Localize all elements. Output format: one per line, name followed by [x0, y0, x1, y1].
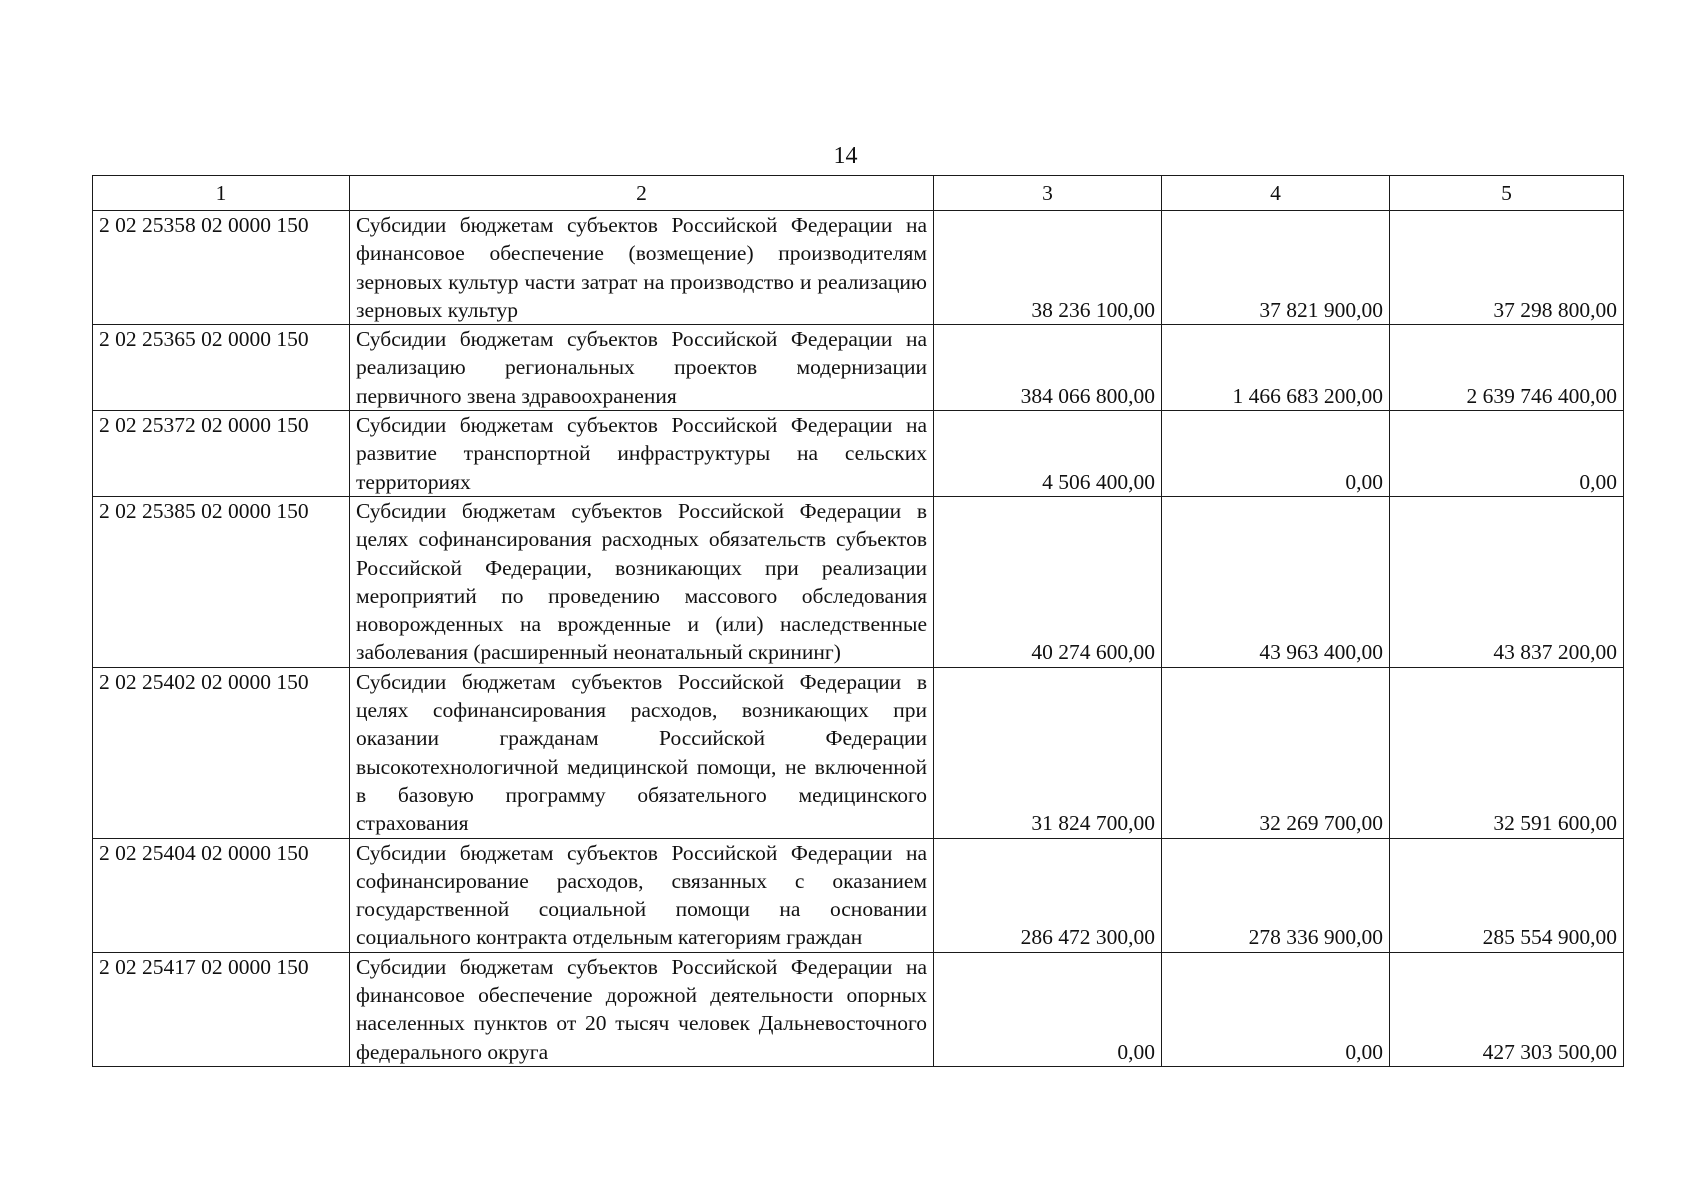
- row-description: Субсидии бюджетам субъектов Российской Федерации в целях софинансирования расходных обязательств субъектов Российской Федерации, возникающих при реализации мероприятий по проведению массового обследования новорожденных на врожденные и (или) наследственные заболевания (расширенный неонатальный скрининг): [350, 496, 934, 667]
- budget-code: 2 02 25402 02 0000 150: [93, 667, 350, 838]
- row-description: Субсидии бюджетам субъектов Российской Федерации на финансовое обеспечение дорожной деятельности опорных населенных пунктов от 20 тысяч человек Дальневосточного федерального округа: [350, 952, 934, 1066]
- amount-col-5: 43 837 200,00: [1390, 496, 1624, 667]
- row-description: Субсидии бюджетам субъектов Российской Федерации в целях софинансирования расходов, возникающих при оказании гражданам Российской Федерации высокотехнологичной медицинской помощи, не включенной в базовую программу обязательного медицинского страхования: [350, 667, 934, 838]
- row-description: Субсидии бюджетам субъектов Российской Федерации на финансовое обеспечение (возмещение) производителям зерновых культур части затрат на производство и реализацию зерновых культур: [350, 211, 934, 325]
- amount-col-4: 0,00: [1162, 952, 1390, 1066]
- amount-col-4: 1 466 683 200,00: [1162, 325, 1390, 411]
- amount-col-4: 32 269 700,00: [1162, 667, 1390, 838]
- amount-col-4: 37 821 900,00: [1162, 211, 1390, 325]
- page-number: 14: [833, 143, 858, 169]
- budget-code: 2 02 25372 02 0000 150: [93, 411, 350, 497]
- header-col-3: 3: [934, 176, 1162, 211]
- amount-col-3: 0,00: [934, 952, 1162, 1066]
- amount-col-4: 278 336 900,00: [1162, 838, 1390, 952]
- amount-col-5: 285 554 900,00: [1390, 838, 1624, 952]
- budget-code: 2 02 25358 02 0000 150: [93, 211, 350, 325]
- budget-code: 2 02 25417 02 0000 150: [93, 952, 350, 1066]
- budget-code: 2 02 25385 02 0000 150: [93, 496, 350, 667]
- amount-col-4: 0,00: [1162, 411, 1390, 497]
- header-col-4: 4: [1162, 176, 1390, 211]
- amount-col-5: 427 303 500,00: [1390, 952, 1624, 1066]
- amount-col-5: 37 298 800,00: [1390, 211, 1624, 325]
- header-col-1: 1: [93, 176, 350, 211]
- budget-code: 2 02 25404 02 0000 150: [93, 838, 350, 952]
- budget-table: [92, 175, 1624, 1067]
- header-col-5: 5: [1390, 176, 1624, 211]
- amount-col-3: 384 066 800,00: [934, 325, 1162, 411]
- table-row: [93, 411, 1624, 497]
- amount-col-3: 286 472 300,00: [934, 838, 1162, 952]
- amount-col-3: 38 236 100,00: [934, 211, 1162, 325]
- row-description: Субсидии бюджетам субъектов Российской Федерации на развитие транспортной инфраструктуры на сельских территориях: [350, 411, 934, 497]
- header-col-2: 2: [350, 176, 934, 211]
- amount-col-3: 40 274 600,00: [934, 496, 1162, 667]
- table-row: [93, 211, 1624, 325]
- amount-col-3: 4 506 400,00: [934, 411, 1162, 497]
- row-description: Субсидии бюджетам субъектов Российской Федерации на софинансирование расходов, связанных с оказанием государственной социальной помощи на основании социального контракта отдельным категориям граждан: [350, 838, 934, 952]
- amount-col-4: 43 963 400,00: [1162, 496, 1390, 667]
- table-row: [93, 952, 1624, 1066]
- amount-col-5: 32 591 600,00: [1390, 667, 1624, 838]
- table-row: [93, 667, 1624, 838]
- table-row: [93, 838, 1624, 952]
- amount-col-3: 31 824 700,00: [934, 667, 1162, 838]
- table-row: [93, 325, 1624, 411]
- header-row: [93, 176, 1624, 211]
- budget-code: 2 02 25365 02 0000 150: [93, 325, 350, 411]
- amount-col-5: 0,00: [1390, 411, 1624, 497]
- table-row: [93, 496, 1624, 667]
- amount-col-5: 2 639 746 400,00: [1390, 325, 1624, 411]
- row-description: Субсидии бюджетам субъектов Российской Федерации на реализацию региональных проектов модернизации первичного звена здравоохранения: [350, 325, 934, 411]
